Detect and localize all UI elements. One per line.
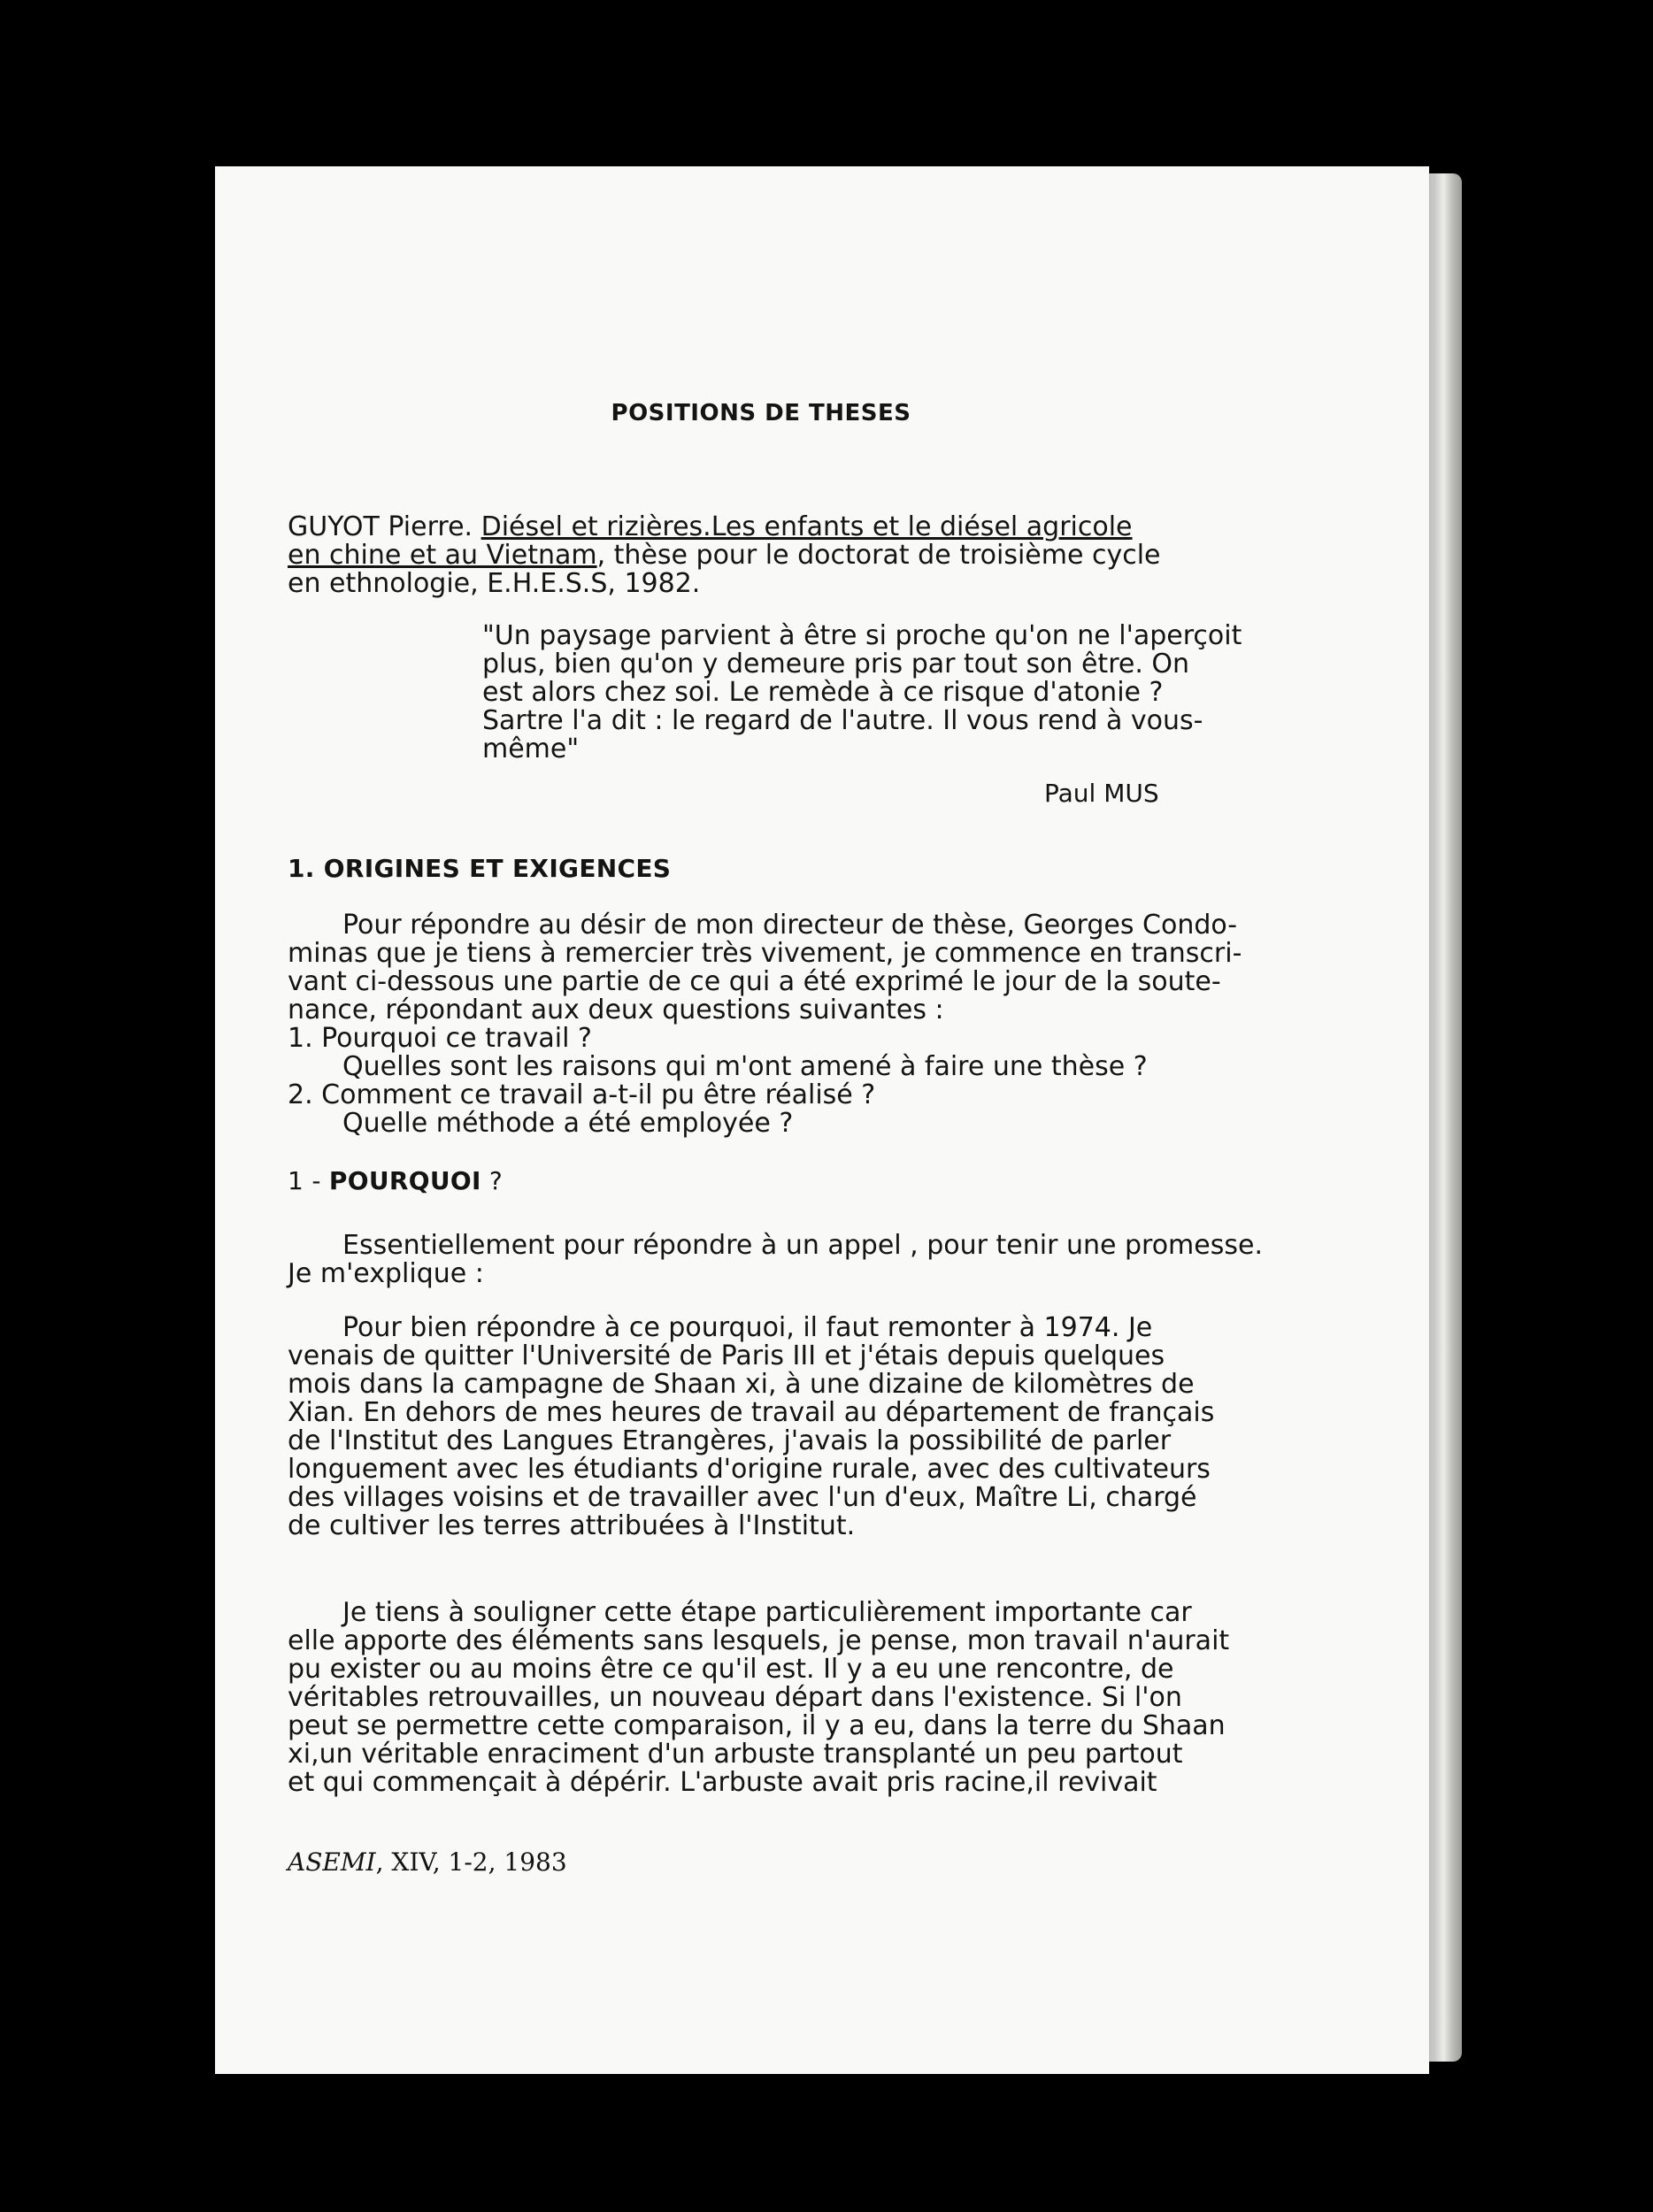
section2-paragraph-3 — [288, 1599, 1252, 1797]
paragraph-line: mois dans la campagne de Shaan xi, à une dizaine de kilomètres de — [288, 1369, 1195, 1400]
section2-paragraph-1 — [288, 1230, 1263, 1289]
heading-word: POURQUOI — [328, 1166, 481, 1195]
paragraph-line: des villages voisins et de travailler avec l'un d'eux, Maître Li, chargé — [288, 1482, 1197, 1513]
paragraph-line: xi,un véritable enraciment d'un arbuste transplanté un peu partout — [288, 1739, 1183, 1770]
paragraph-line: Pour bien répondre à ce pourquoi, il faut remonter à 1974. Je — [342, 1312, 1153, 1343]
entry-institution: en ethnologie, E.H.E.S.S, 1982. — [288, 568, 701, 599]
paragraph-line: elle apporte des éléments sans lesquels, je pense, mon travail n'aurait — [288, 1625, 1230, 1656]
section-heading-origines: 1. ORIGINES ET EXIGENCES — [288, 854, 672, 883]
paragraph-line: de l'Institut des Langues Etrangères, j'avais la possibilité de parler — [288, 1425, 1172, 1456]
section1-paragraph — [288, 911, 1252, 1138]
paragraph-line: pu exister ou au moins être ce qu'il est. Il y a eu une rencontre, de — [288, 1654, 1174, 1685]
question-1: 1. Pourquoi ce travail ? — [288, 1023, 592, 1054]
paragraph-line: de cultiver les terres attribuées à l'Institut. — [288, 1510, 856, 1541]
quote-line: est alors chez soi. Le remède à ce risque d'atonie ? — [482, 677, 1164, 708]
section2-paragraph-2 — [288, 1314, 1252, 1540]
entry-title-line2: en chine et au Vietnam — [288, 540, 597, 571]
journal-name: ASEMI — [288, 1847, 376, 1877]
paragraph-line: Xian. En dehors de mes heures de travail au département de français — [288, 1397, 1215, 1428]
paragraph-line: Je m'explique : — [288, 1258, 484, 1289]
question-2-detail: Quelle méthode a été employée ? — [342, 1108, 794, 1139]
paragraph-line: véritables retrouvailles, un nouveau départ dans l'existence. Si l'on — [288, 1682, 1182, 1713]
question-2: 2. Comment ce travail a-t-il pu être réalisé ? — [288, 1079, 876, 1110]
journal-issue: , XIV, 1-2, 1983 — [375, 1847, 567, 1877]
quote-line: même" — [482, 733, 580, 764]
paragraph-line: et qui commençait à dépérir. L'arbuste avait pris racine,il revivait — [288, 1767, 1157, 1798]
epigraph-quote — [482, 620, 1242, 764]
paragraph-line: Pour répondre au désir de mon directeur de thèse, Georges Condo- — [342, 910, 1238, 941]
paragraph-line: Essentiellement pour répondre à un appel , pour tenir une promesse. — [342, 1230, 1263, 1261]
entry-author: GUYOT Pierre. — [288, 511, 473, 542]
paragraph-line: nance, répondant aux deux questions suivantes : — [288, 995, 944, 1025]
quote-line: plus, bien qu'on y demeure pris par tout son être. On — [482, 649, 1190, 680]
paragraph-line: peut se permettre cette comparaison, il y a eu, dans la terre du Shaan — [288, 1710, 1226, 1741]
journal-citation — [288, 1847, 567, 1877]
quote-author: Paul MUS — [1044, 779, 1159, 808]
quote-line: "Un paysage parvient à être si proche qu'on ne l'aperçoit — [482, 620, 1242, 651]
entry-degree: , thèse pour le doctorat de troisième cycle — [596, 540, 1161, 571]
quote-line: Sartre l'a dit : le regard de l'autre. Il vous rend à vous- — [482, 705, 1203, 736]
question-1-detail: Quelles sont les raisons qui m'ont amené à faire une thèse ? — [342, 1051, 1148, 1082]
section-heading-pourquoi: 1 - POURQUOI ? — [288, 1166, 504, 1195]
entry-title-line1: Diésel et rizières.Les enfants et le diésel agricole — [481, 511, 1133, 542]
page-title: POSITIONS DE THESES — [611, 400, 911, 426]
paragraph-line: longuement avec les étudiants d'origine rurale, avec des cultivateurs — [288, 1454, 1211, 1485]
paragraph-line: vant ci-dessous une partie de ce qui a été exprimé le jour de la soute- — [288, 966, 1221, 997]
thesis-entry — [288, 513, 1252, 598]
paragraph-line: Je tiens à souligner cette étape particulièrement importante car — [342, 1597, 1192, 1628]
paragraph-line: minas que je tiens à remercier très vivement, je commence en transcri- — [288, 938, 1242, 969]
paragraph-line: venais de quitter l'Université de Paris III et j'étais depuis quelques — [288, 1340, 1165, 1371]
